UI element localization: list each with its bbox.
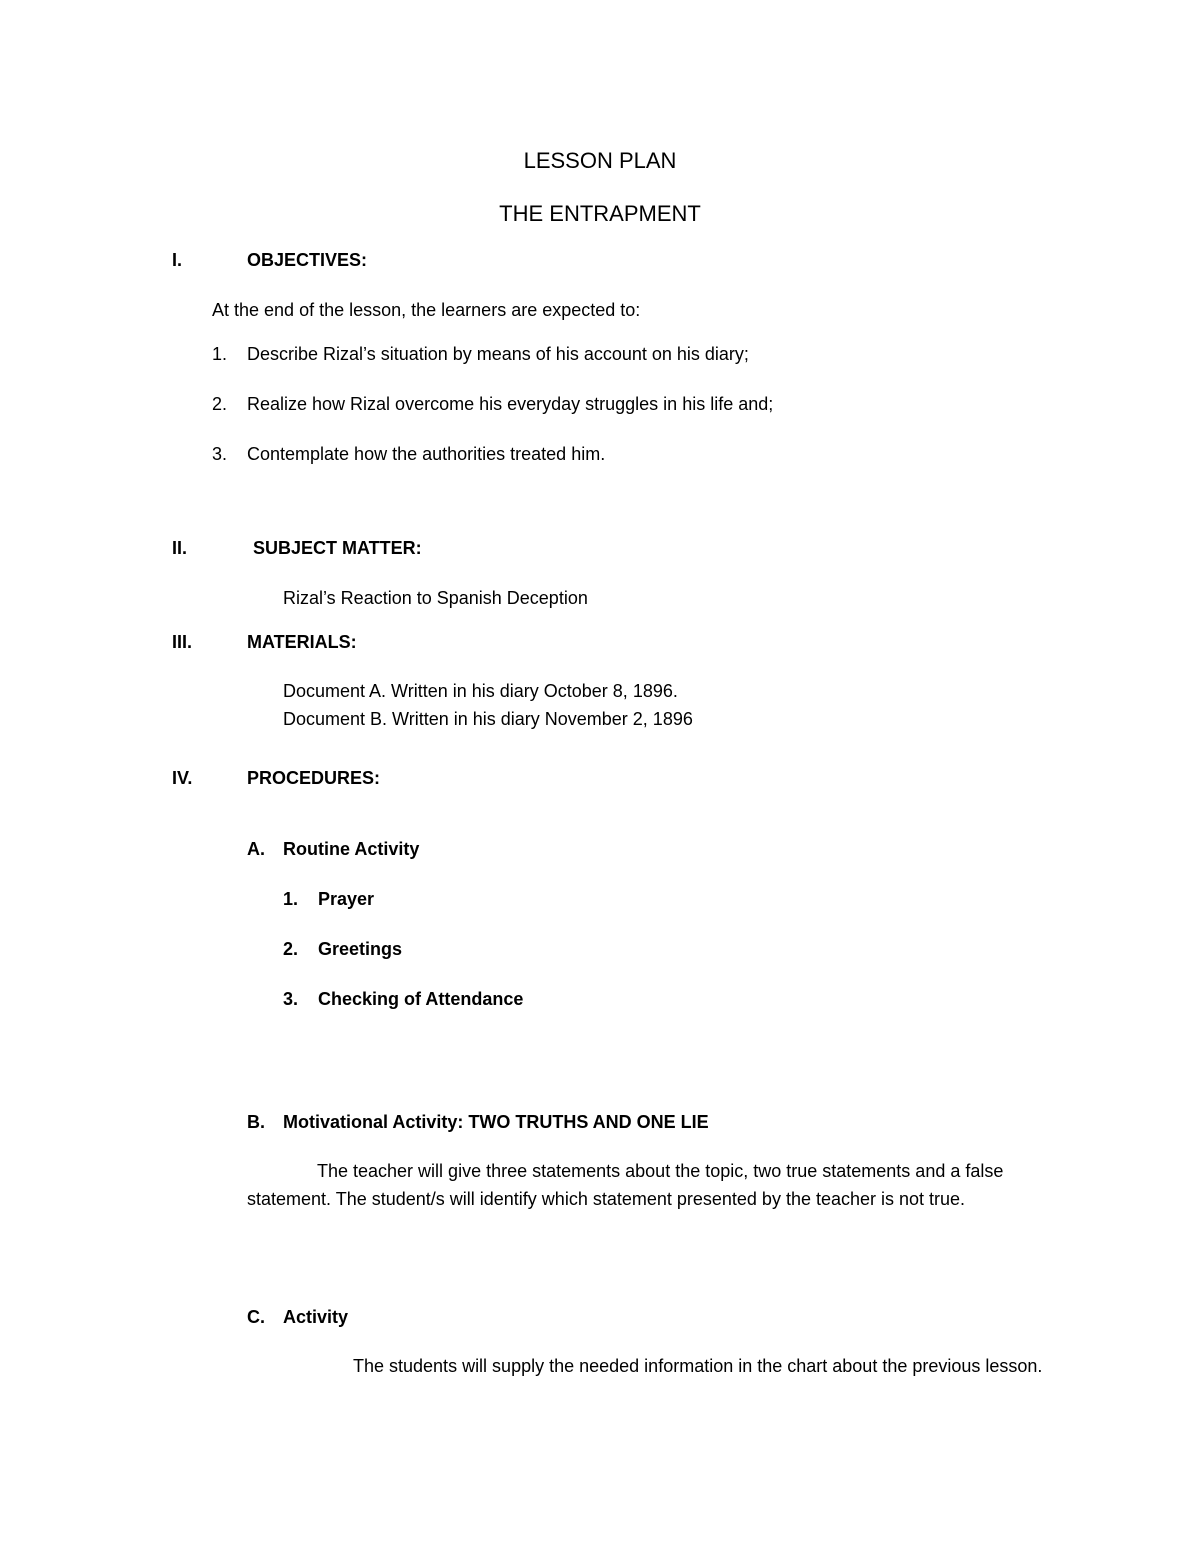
section-heading-materials: MATERIALS: [247, 632, 357, 652]
activity-paragraph: The students will supply the needed information in the chart about the previous lesson. [353, 1356, 1043, 1376]
objective-number: 2. [212, 394, 228, 414]
objective-number: 3. [212, 444, 228, 464]
routine-number: 2. [283, 939, 299, 959]
routine-item: Greetings [318, 939, 403, 959]
material-line: Document A. Written in his diary October 8, 1896. [283, 681, 678, 701]
subsection-letter-motivational: B. [247, 1112, 265, 1132]
motivational-paragraph: The teacher will give three statements about the topic, two true statements and a false statement. The student/s will identify which statement presented by the teacher is not true. [247, 1161, 1004, 1209]
subsection-heading-routine: Routine Activity [283, 839, 420, 859]
section-numeral-procedures: IV. [172, 768, 193, 788]
section-heading-procedures: PROCEDURES: [247, 768, 381, 788]
objective-item: Realize how Rizal overcome his everyday struggles in his life and; [247, 394, 774, 414]
subsection-heading-activity: Activity [283, 1307, 349, 1327]
section-heading-subject-matter: SUBJECT MATTER: [253, 538, 422, 558]
objectives-intro: At the end of the lesson, the learners are expected to: [212, 300, 641, 320]
objective-item: Contemplate how the authorities treated him. [247, 444, 606, 464]
objective-item: Describe Rizal’s situation by means of his account on his diary; [247, 344, 749, 364]
section-numeral-materials: III. [172, 632, 193, 652]
subject-matter-text: Rizal’s Reaction to Spanish Deception [283, 588, 588, 608]
subsection-letter-routine: A. [247, 839, 265, 859]
routine-item: Prayer [318, 889, 375, 909]
document-subtitle: THE ENTRAPMENT [499, 201, 701, 226]
material-line: Document B. Written in his diary November 2, 1896 [283, 709, 693, 729]
objective-number: 1. [212, 344, 228, 364]
document-title: LESSON PLAN [523, 148, 677, 173]
subsection-heading-motivational: Motivational Activity: TWO TRUTHS AND ONE LIE [283, 1112, 709, 1132]
routine-number: 3. [283, 989, 299, 1009]
routine-number: 1. [283, 889, 299, 909]
routine-item: Checking of Attendance [318, 989, 524, 1009]
section-numeral-subject-matter: II. [172, 538, 188, 558]
section-heading-objectives: OBJECTIVES: [247, 250, 368, 270]
subsection-letter-activity: C. [247, 1307, 265, 1327]
section-numeral-objectives: I. [172, 250, 183, 270]
